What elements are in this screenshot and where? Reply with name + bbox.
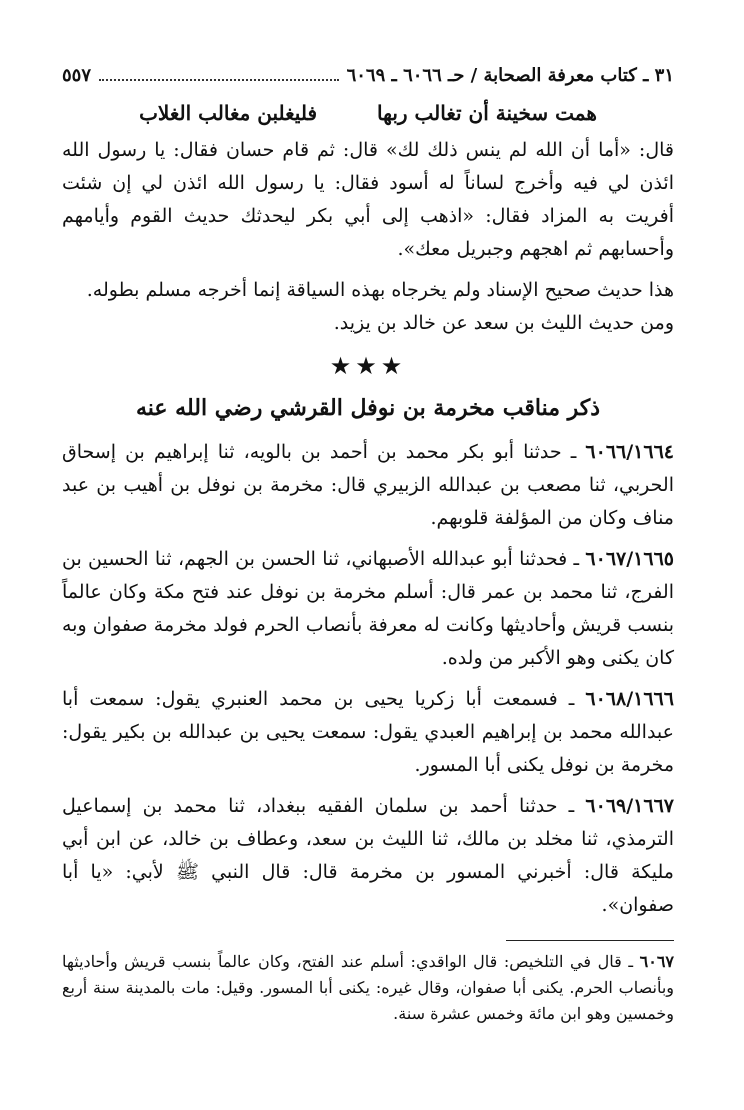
- hadith-entry: ٦٠٦٧/١٦٦٥ ـ فحدثنا أبو عبدالله الأصبهاني، ثنا الحسن بن الجهم، ثنا الحسين بن الفرج، ثنا محمد بن عمر قال: أسلم مخرمة بن نوفل عند فتح مكة وكان عالماً بنسب قريش وأحاديثها وكانت له معرفة بأنصاب الحرم فولد مخرمة صفوان وبه كان يكنى وهو الأكبر من ولده.: [62, 548, 674, 669]
- verse-hemistich-1: همت سخينة أن تغالب ربها: [377, 101, 597, 125]
- hadith-number: ٦٠٦٦/١٦٦٤: [585, 441, 674, 463]
- hadith-number: ٦٠٦٨/١٦٦٦: [585, 688, 674, 710]
- running-header: [62, 62, 674, 90]
- footnote: ٦٠٦٧ ـ قال في التلخيص: قال الواقدي: أسلم عند الفتح، وكان عالماً بنسب قريش وأحاديثها وبأنصاب الحرم. يكنى أبا صفوان، وقال غيره: يكنى أبا المسور. وقيل: مات بالمدينة سنة أربع وخمسين وهو ابن مائة وخمس عشرة سنة.: [62, 952, 674, 1023]
- hadith-entry: ٦٠٦٨/١٦٦٦ ـ فسمعت أبا زكريا يحيى بن محمد العنبري يقول: سمعت أبا عبدالله محمد بن إبراهيم العبدي يقول: سمعت يحيى بن عبدالله بن بكير يقول: مخرمة بن نوفل يكنى أبا المسور.: [62, 688, 674, 776]
- running-title: ٣١ ـ كتاب معرفة الصحابة / حـ ٦٠٦٦ ـ ٦٠٦٩: [346, 65, 674, 86]
- section-title: ذكر مناقب مخرمة بن نوفل القرشي رضي الله عنه: [135, 395, 601, 421]
- footnote-divider: [506, 940, 674, 941]
- verse-hemistich-2: فليغلبن مغالب الغلاب: [139, 101, 318, 125]
- hadith-number: ٦٠٦٩/١٦٦٧: [585, 795, 674, 817]
- hadith-entry: ٦٠٦٦/١٦٦٤ ـ حدثنا أبو بكر محمد بن أحمد بن بالويه، ثنا إبراهيم بن إسحاق الحربي، ثنا مصعب بن عبدالله الزبيري قال: مخرمة بن نوفل بن أهيب بن عبد مناف وكان من المؤلفة قلوبهم.: [62, 441, 674, 529]
- hadith-entry: ٦٠٦٩/١٦٦٧ ـ حدثنا أحمد بن سلمان الفقيه ببغداد، ثنا محمد بن إسماعيل الترمذي، ثنا مخلد بن مالك، ثنا الليث بن سعد، وعطاف بن خالد، عن ابن أبي مليكة قال: أخبرني المسور بن مخرمة قال: قال النبي ﷺ لأبي: «يا أبا صفوان».: [62, 795, 674, 916]
- page-number: ٥٥٧: [62, 65, 92, 86]
- paragraph-grading: هذا حديث صحيح الإسناد ولم يخرجاه بهذه السياقة إنما أخرجه مسلم بطوله. ومن حديث الليث بن سعد عن خالد بن يزيد.: [86, 279, 674, 334]
- poetry-verse: [62, 96, 674, 130]
- footnote-number: ٦٠٦٧: [639, 952, 674, 971]
- paragraph-continuation: قال: «أما أن الله لم ينس ذلك لك» قال: ثم قام حسان فقال: يا رسول الله ائذن لي فيه وأخرج لساناً له أسود فقال: يا رسول الله ائذن لي إن شئت أفريت به المزاد فقال: «اذهب إلى أبي بكر ليحدثك حديث القوم وأيامهم وأحسابهم ثم اهجهم وجبريل معك».: [62, 139, 674, 260]
- header-dot-leader: [99, 63, 339, 81]
- hadith-number: ٦٠٦٧/١٦٦٥: [585, 548, 674, 570]
- section-separator-stars: ★★★: [329, 352, 407, 380]
